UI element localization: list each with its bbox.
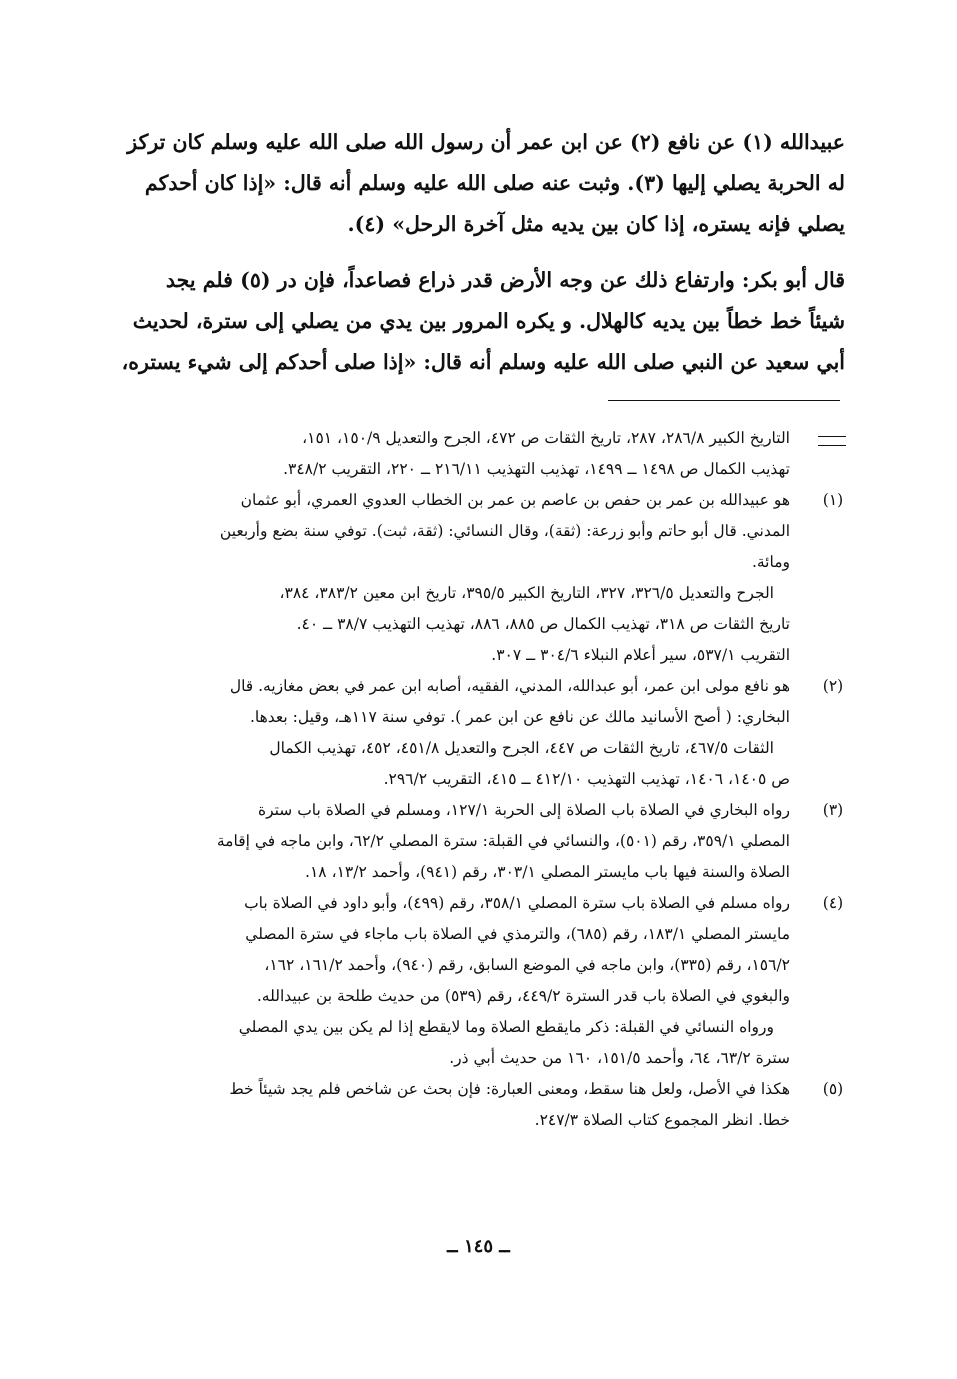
footnote-marker: (٤) xyxy=(822,894,844,912)
footnote-ref-line: ص ١٤٠٥، ١٤٠٦، تهذيب التهذيب ٤١٢/١٠ ــ ٤١٥، التقريب ٢٩٦/٢. xyxy=(383,770,790,788)
footnote-marker: (١) xyxy=(822,491,844,509)
body-line: أبي سعيد عن النبي صلى الله عليه وسلم أنه قال: «إذا صلى أحدكم إلى شيء يستره، xyxy=(121,350,845,374)
footnote-line: هكذا في الأصل، ولعل هنا سقط، ومعنى العبارة: فإن بحث عن شاخص فلم يجد شيئاً خط xyxy=(229,1080,790,1098)
footnote-line: رواه البخاري في الصلاة باب الصلاة إلى الحربة ١٢٧/١، ومسلم في الصلاة باب سترة xyxy=(257,801,790,819)
footnote-line: الصلاة والسنة فيها باب مايستر المصلي ٣٠٣/١، رقم (٩٤١)، وأحمد ١٣/٢، ١٨. xyxy=(305,863,790,881)
footnote-1 xyxy=(100,485,850,671)
body-line: قال أبو بكر: وارتفاع ذلك عن وجه الأرض قدر ذراع فصاعداً، فإن در (٥) فلم يجد xyxy=(165,268,845,292)
body-line: شيئاً خط خطاً بين يديه كالهلال. و يكره المرور بين يدي من يصلي إلى سترة، لحديث xyxy=(132,309,845,333)
footnote-ref-line: ورواه النسائي في القبلة: ذكر مايقطع الصلاة وما لايقطع إذا لم يكن بين يدي المصلي xyxy=(238,1018,774,1036)
footnote-line: مايستر المصلي ١٨٣/١، رقم (٦٨٥)، والترمذي في الصلاة باب ماجاء في سترة المصلي xyxy=(245,925,790,943)
footnote-ref-line: الثقات ٤٦٧/٥، تاريخ الثقات ص ٤٤٧، الجرح والتعديل ٤٥١/٨، ٤٥٢، تهذيب الكمال xyxy=(269,739,774,757)
footnote-2 xyxy=(100,671,850,795)
main-paragraph-1 xyxy=(100,122,845,245)
footnote-line: هو نافع مولى ابن عمر، أبو عبدالله، المدني، الفقيه، أصابه ابن عمر في بعض مغازيه. قال xyxy=(229,677,790,695)
footnote-marker: (٥) xyxy=(822,1080,844,1098)
footnote-ref-line: الجرح والتعديل ٣٢٦/٥، ٣٢٧، التاريخ الكبير ٣٩٥/٥، تاريخ ابن معين ٣٨٣/٢، ٣٨٤، xyxy=(279,584,774,602)
footnote-ref-line: تاريخ الثقات ص ٣١٨، تهذيب الكمال ص ٨٨٥، ٨٨٦، تهذيب التهذيب ٣٨/٧ ــ ٤٠. xyxy=(296,615,790,633)
footnotes xyxy=(100,423,850,1136)
continuation-mark-icon xyxy=(818,436,846,446)
body-line: يصلي فإنه يستره، إذا كان بين يديه مثل آخرة الرحل» (٤). xyxy=(347,212,845,236)
footnote-line: المصلي ٣٥٩/١، رقم (٥٠١)، والنسائي في القبلة: سترة المصلي ٦٢/٢، وابن ماجه في إقامة xyxy=(216,832,790,850)
footnote-line: ومائة. xyxy=(751,553,790,571)
footnote-line: المدني. قال أبو حاتم وأبو زرعة: (ثقة)، وقال النسائي: (ثقة، ثبت). توفي سنة بضع وأربعين xyxy=(219,522,790,540)
footnote-line: التاريخ الكبير ٢٨٦/٨، ٢٨٧، تاريخ الثقات ص ٤٧٢، الجرح والتعديل ١٥٠/٩، ١٥١، xyxy=(302,429,790,447)
footnote-line: ١٥٦/٢، رقم (٣٣٥)، وابن ماجه في الموضع السابق، رقم (٩٤٠)، وأحمد ١٦١/٢، ١٦٢، xyxy=(264,956,790,974)
footnote-line: البخاري: ( أصح الأسانيد مالك عن نافع عن ابن عمر ). توفي سنة ١١٧هـ، وقيل: بعدها. xyxy=(249,708,790,726)
footnote-line: رواه مسلم في الصلاة باب سترة المصلي ٣٥٨/١، رقم (٤٩٩)، وأبو داود في الصلاة باب xyxy=(244,894,790,912)
main-paragraph-2 xyxy=(100,260,845,383)
footnote-divider xyxy=(608,400,840,401)
page-number: ــ ١٤٥ ــ xyxy=(447,1236,510,1257)
footnote-marker: (٢) xyxy=(822,677,844,695)
footnote-intro xyxy=(100,423,850,485)
footnote-line: خطا. انظر المجموع كتاب الصلاة ٢٤٧/٣. xyxy=(534,1111,790,1129)
footnote-marker: (٣) xyxy=(822,801,844,819)
body-line: عبيدالله (١) عن نافع (٢) عن ابن عمر أن رسول الله صلى الله عليه وسلم كان تركز xyxy=(127,130,845,154)
footnote-ref-line: سترة ٦٣/٢، ٦٤، وأحمد ١٥١/٥، ١٦٠ من حديث أبي ذر. xyxy=(449,1049,790,1067)
footnote-line: تهذيب الكمال ص ١٤٩٨ ــ ١٤٩٩، تهذيب التهذيب ٢١٦/١١ ــ ٢٢٠، التقريب ٣٤٨/٢. xyxy=(283,460,790,478)
footnote-ref-line: التقريب ٥٣٧/١، سير أعلام النبلاء ٣٠٤/٦ ــ ٣٠٧. xyxy=(491,646,790,664)
footnote-3 xyxy=(100,795,850,888)
footnote-4 xyxy=(100,888,850,1074)
footnote-5 xyxy=(100,1074,850,1136)
footnote-line: هو عبيدالله بن عمر بن حفص بن عاصم بن عمر بن الخطاب العدوي العمري، أبو عثمان xyxy=(240,491,790,509)
body-line: له الحربة يصلي إليها (٣). وثبت عنه صلى الله عليه وسلم أنه قال: «إذا كان أحدكم xyxy=(144,171,845,195)
footnote-line: والبغوي في الصلاة باب قدر السترة ٤٤٩/٢، رقم (٥٣٩) من حديث طلحة بن عبيدالله. xyxy=(256,987,790,1005)
